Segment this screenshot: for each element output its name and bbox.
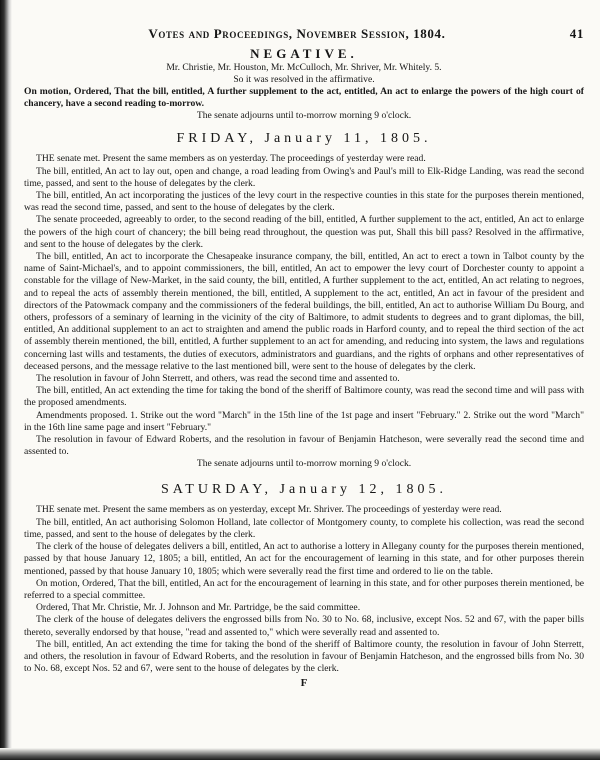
friday-paragraph-3: The bill, entitled, An act incorporating the justices of the levy court in the respective counties in this state for the purposes therein mentioned, was read the second time, passed, and sent to the house of delegates by the clerk. <box>24 190 584 214</box>
scan-edge-shadow-left <box>0 0 12 760</box>
friday-paragraph-2: The bill, entitled, An act to lay out, open and change, a road leading from Owing's and Paul's mill to Elk-Ridge Landing, was read the second time, passed, and sent to the house of delegates by the clerk. <box>24 165 584 189</box>
saturday-paragraph-3: The clerk of the house of delegates delivers a bill, entitled, An act to authorise a lottery in Allegany county for the purposes therein mentioned, passed by that house January 12, 1805; a bill, entitled, An act for the encouragement of learning in this state, and for other purposes therein mentioned, passed by that house January 10, 1805; which were severally read the first time and ordered to lie on the table. <box>24 541 584 577</box>
saturday-paragraph-2: The bill, entitled, An act authorising Solomon Holland, late collector of Montgomery county, to complete his collection, was read the second time, passed, and sent to the house of delegates by the clerk. <box>24 516 584 540</box>
page-number: 41 <box>569 26 584 41</box>
opening-motion: On motion, Ordered, That the bill, entitled, A further supplement to the act, entitled, An act to enlarge the powers of the high court of chancery, have a second reading to-morrow. <box>24 86 584 110</box>
friday-heading: FRIDAY, January 11, 1805. <box>176 131 432 147</box>
friday-paragraph-8: Amendments proposed. 1. Strike out the word "March" in the 15th line of the 1st page and insert "February." 2. Strike out the word "March" in the 16th line same page and insert "February." <box>24 409 584 433</box>
friday-paragraph-9: The resolution in favour of Edward Roberts, and the resolution in favour of Benjamin Hatcheson, were severally read the second time and assented to. <box>24 434 584 458</box>
signature-mark: F <box>300 677 308 690</box>
document-page <box>24 26 584 689</box>
saturday-paragraph-7: The bill, entitled, An act extending the time for taking the bond of the sheriff of Baltimore county, the resolution in favour of John Sterrett, and others, the resolution in favour of Edward Roberts, and the resolution in favour of Benjamin Hatcheson, and the engrossed bills from No. 30 to No. 68, except Nos. 52 and 67, were sent to the house of delegates by the clerk. <box>24 638 584 675</box>
scan-edge-shadow-bottom <box>0 748 600 760</box>
friday-section <box>24 153 584 470</box>
negative-resolved: So it was resolved in the affirmative. <box>233 74 375 85</box>
saturday-paragraph-5: Ordered, That Mr. Christie, Mr. J. Johnson and Mr. Partridge, be the said committee. <box>36 602 361 614</box>
saturday-paragraph-4: On motion, Ordered, That the bill, entitled, An act for the encouragement of learning in this state, and for other purposes therein mentioned, be referred to a special committee. <box>24 577 584 601</box>
running-head <box>24 26 584 42</box>
saturday-paragraph-1: THE senate met. Present the same members as on yesterday, except Mr. Shriver. The proceedings of yesterday were read. <box>36 504 502 516</box>
friday-adjourn: The senate adjourns until to-morrow morning 9 o'clock. <box>196 458 412 470</box>
friday-paragraph-4: The senate proceeded, agreeably to order, to the second reading of the bill, entitled, A further supplement to the act, entitled, An act to enlarge the powers of the high court of chancery; the bill being read throughout, the question was put, Shall this bill pass? Resolved in the affirmative, and sent to the house of delegates by the clerk. <box>24 214 584 250</box>
opening-adjourn: The senate adjourns until to-morrow morning 9 o'clock. <box>196 110 412 122</box>
saturday-heading: SATURDAY, January 12, 1805. <box>160 482 448 498</box>
friday-paragraph-6: The resolution in favour of John Sterrett, and others, was read the second time and assented to. <box>36 373 400 385</box>
friday-paragraph-1: THE senate met. Present the same members as on yesterday. The proceedings of yesterday were read. <box>36 153 426 165</box>
saturday-paragraph-6: The clerk of the house of delegates delivers the engrossed bills from No. 30 to No. 68, inclusive, except Nos. 52 and 67, with the paper bills thereto, severally endorsed by that house, "read and assented to," which were severally read and assented to. <box>24 614 584 638</box>
running-head-title: Votes and Proceedings, November Session, 1804. <box>148 26 446 41</box>
saturday-section <box>24 504 584 675</box>
negative-names: Mr. Christie, Mr. Houston, Mr. McCulloch, Mr. Shriver, Mr. Whitely. 5. <box>166 62 442 73</box>
negative-heading: NEGATIVE. <box>250 46 358 61</box>
friday-paragraph-7: The bill, entitled, An act extending the time for taking the bond of the sheriff of Baltimore county, was read the second time and will pass with the proposed amendments. <box>24 385 584 409</box>
friday-paragraph-5: The bill, entitled, An act to incorporate the Chesapeake insurance company, the bill, entitled, An act to erect a town in Talbot county by the name of Saint-Michael's, and to appoint commissioners, the bill, entitled, An act to empower the levy court of Dorchester county to appoint a constable for the village of New-Market, in the said county, the bill, entitled, A further supplement to the act, entitled, An act relating to negroes, and to repeal the acts of assembly therein mentioned, the bill, entitled, A supplement to the act, entitled, An act in favour of the president and directors of the Patowmack company and the commissioners of the federal buildings, the bill, entitled, An act to authorise William Du Bourg, and others, professors of a seminary of learning in the vicinity of the city of Baltimore, to admit students to degrees and to grant diplomas, the bill, entitled, An additional supplement to an act to straighten and amend the public roads in Harford county, and to repeal the third section of the act of assembly therein mentioned, the bill, entitled, A further supplement to an act for amending, and reducing into system, the laws and regulations concerning last wills and testaments, the duties of executors, administrators and guardians, and the rights of orphans and other representatives of deceased persons, and the message relative to the last mentioned bill, were sent to the house of delegates by the clerk. <box>24 251 584 372</box>
